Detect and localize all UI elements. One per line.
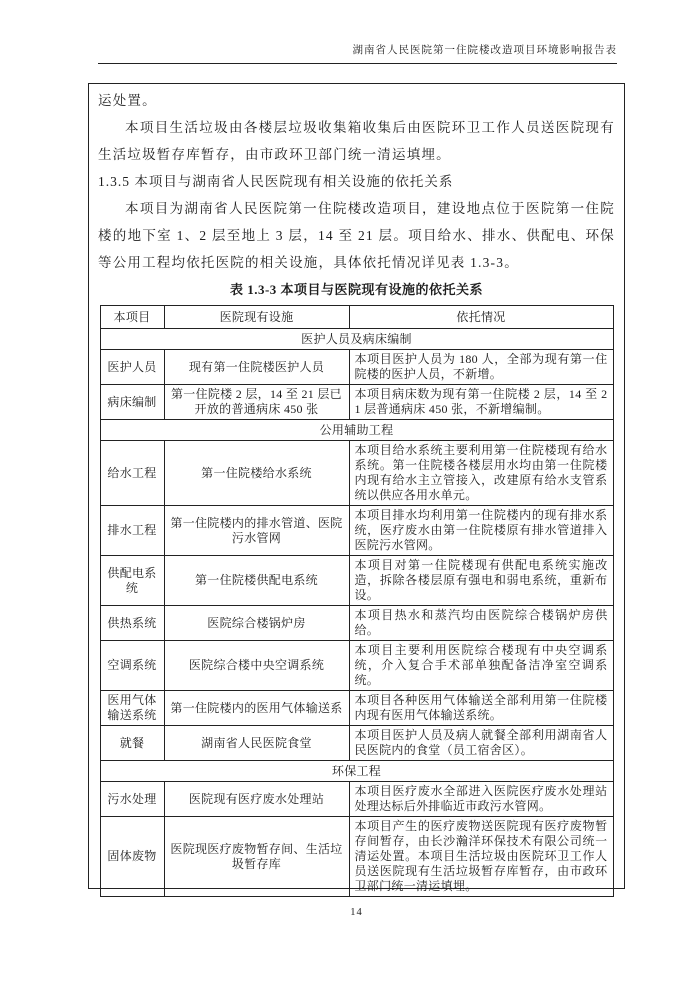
cell-facility: 第一住院楼供配电系统 [164,556,349,606]
dependency-table [100,305,614,897]
cell-project: 固体废物 [100,817,164,897]
paragraph-domestic-waste: 本项目生活垃圾由各楼层垃圾收集箱收集后由医院环卫工作人员送医院现有生活垃圾暂存库暂存，由市政环卫部门统一清运填埋。 [98,120,615,162]
cell-facility: 医院现有医疗废水处理站 [164,782,349,817]
table-header-row [100,306,613,329]
cell-project: 排水工程 [100,506,164,556]
paragraph-project-intro: 本项目为湖南省人民医院第一住院楼改造项目，建设地点位于医院第一住院楼的地下室 1、2 层至地上 3 层，14 至 21 层。项目给水、排水、供配电、环保等公用工程均依托医院的相关设施，具体依托情况详见表 1.3-3。 [98,201,615,270]
cell-situation: 本项目产生的医疗废物送医院现有医疗废物暂存间暂存，由长沙瀚洋环保技术有限公司统一清运处置。本项目生活垃圾由医院环卫工作人员送医院现有生活垃圾暂存库暂存，由市政环卫部门统一清运填埋。 [349,817,613,897]
table-row-medical-staff [100,350,613,385]
section-row-staff-beds [100,329,613,350]
section-row-environmental [100,761,613,782]
cell-project: 空调系统 [100,641,164,691]
cell-facility: 第一住院楼内的排水管道、医院污水管网 [164,506,349,556]
cell-facility: 医院综合楼锅炉房 [164,606,349,641]
cell-facility: 湖南省人民医院食堂 [164,726,349,761]
table-row-air-conditioning [100,641,613,691]
cell-project: 污水处理 [100,782,164,817]
table-caption: 表 1.3-3 本项目与医院现有设施的依托关系 [229,282,484,297]
cell-facility: 第一住院楼给水系统 [164,441,349,506]
content-border-box [88,83,625,893]
cell-project: 医护人员 [100,350,164,385]
cell-facility: 医院现医疗废物暂存间、生活垃圾暂存库 [164,817,349,897]
cell-situation: 本项目医疗废水全部进入医院医疗废水处理站处理达标后外排临近市政污水管网。 [349,782,613,817]
table-row-dining [100,726,613,761]
cell-situation: 本项目热水和蒸汽均由医院综合楼锅炉房供给。 [349,606,613,641]
table-row-sewage-treatment [100,782,613,817]
header-cell-project: 本项目 [100,306,164,329]
cell-project: 就餐 [100,726,164,761]
header-cell-situation: 依托情况 [349,306,613,329]
cell-situation: 本项目医护人员为 180 人，全部为现有第一住院楼的医护人员，不新增。 [349,350,613,385]
section-heading-1-3-5: 1.3.5 本项目与湖南省人民医院现有相关设施的依托关系 [98,174,454,189]
table-row-water-supply [100,441,613,506]
cell-situation: 本项目对第一住院楼现有供配电系统实施改造，拆除各楼层原有强电和弱电系统，重新布设。 [349,556,613,606]
table-row-medical-gas [100,691,613,726]
cell-facility: 医院综合楼中央空调系统 [164,641,349,691]
page-number: 14 [350,907,363,918]
cell-situation: 本项目病床数为现有第一住院楼 2 层，14 至 21 层普通病床 450 张，不新增编制。 [349,385,613,420]
paragraph-carryover: 运处置。 [98,93,157,108]
cell-project: 医用气体输送系统 [100,691,164,726]
cell-project: 供配电系统 [100,556,164,606]
table-row-power-supply [100,556,613,606]
cell-facility: 第一住院楼 2 层，14 至 21 层已开放的普通病床 450 张 [164,385,349,420]
table-row-bed-allocation [100,385,613,420]
cell-situation: 本项目给水系统主要利用第一住院楼现有给水系统。第一住院楼各楼层用水均由第一住院楼内现有给水主立管接入，改建原有给水支管系统以供应各用水单元。 [349,441,613,506]
table-row-drainage [100,506,613,556]
section-label: 环保工程 [100,761,613,782]
section-label: 公用辅助工程 [100,420,613,441]
report-header-title: 湖南省人民医院第一住院楼改造项目环境影响报告表 [352,45,617,56]
header-cell-facility: 医院现有设施 [164,306,349,329]
cell-situation: 本项目各种医用气体输送全部利用第一住院楼内现有医用气体输送系统。 [349,691,613,726]
cell-situation: 本项目医护人员及病人就餐全部利用湖南省人民医院内的食堂（员工宿舍区）。 [349,726,613,761]
cell-situation: 本项目排水均利用第一住院楼内的现有排水系统，医疗废水由第一住院楼原有排水管道排入医院污水管网。 [349,506,613,556]
table-row-heating [100,606,613,641]
section-label: 医护人员及病床编制 [100,329,613,350]
cell-project: 病床编制 [100,385,164,420]
cell-situation: 本项目主要利用医院综合楼现有中央空调系统，介入复合手术部单独配备洁净室空调系统。 [349,641,613,691]
cell-facility: 现有第一住院楼医护人员 [164,350,349,385]
cell-project: 给水工程 [100,441,164,506]
table-row-solid-waste [100,817,613,897]
section-row-public-auxiliary [100,420,613,441]
cell-facility: 第一住院楼内的医用气体输送系 [164,691,349,726]
page-footer [88,907,625,918]
cell-project: 供热系统 [100,606,164,641]
page-header [98,42,617,64]
